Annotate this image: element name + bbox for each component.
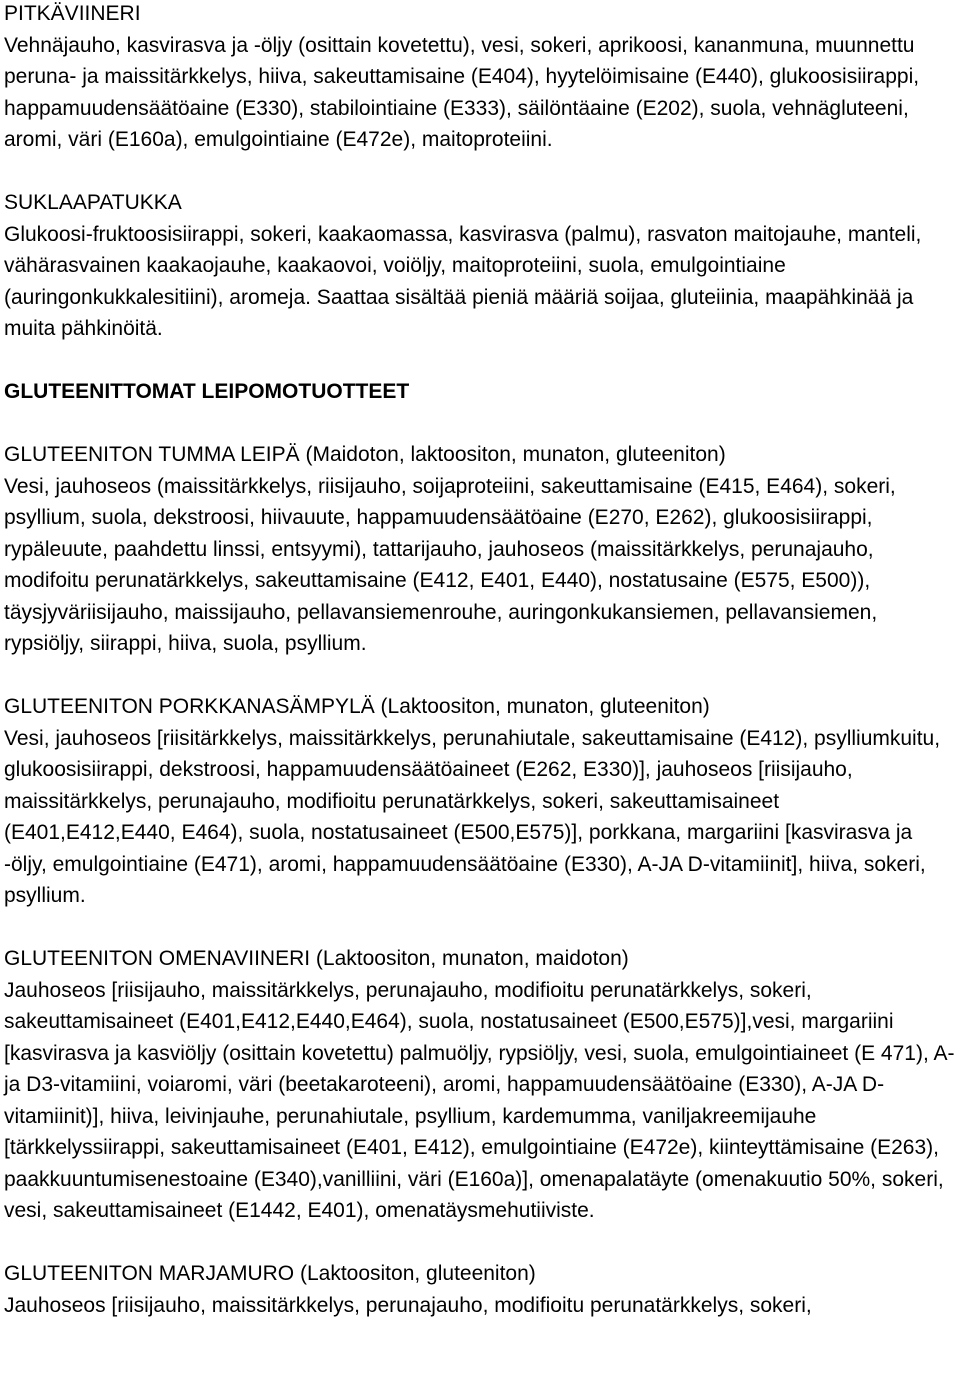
ingredient-list: Jauhoseos [riisijauho, maissitärkkelys, perunajauho, modifioitu perunatärkkelys, sokeri, sakeuttamisaineet (E401,E412,E440,E464), suola, nostatusaineet (E500,E575)],vesi, margariini [kasvirasva ja kasviöljy (osittain kovetettu) palmuöljy, rypsiöljy, vesi, suola, emulgointiaineet (E 471), A- ja D3-vitamiini, voiaromi, väri (beetakaroteeni), aromi, happamuudensäätöaine (E330), A-JA D-vitamiinit)], hiiva, leivinjauhe, perunahiutale, psyllium, kardemumma, vaniljakreemijauhe [tärkkelyssiirappi, sakeuttamisaineet (E401, E412), emulgointiaine (E472e), kiinteyttämisaine (E263), paakkuuntumisenestoaine (E340),vanilliini, väri (E160a)], omenapalatäyte (omenakuutio 50%, sokeri, vesi, sakeuttamisaineet (E1442, E401), omenatäysmehutiiviste.	[4, 978, 955, 1222]
paragraph-spacer	[4, 408, 956, 440]
product-heading: GLUTEENITON TUMMA LEIPÄ (Maidoton, laktoositon, munaton, gluteeniton)	[4, 443, 726, 466]
paragraph-spacer	[4, 345, 956, 377]
product-heading: PITKÄVIINERI	[4, 2, 141, 25]
paragraph-spacer	[4, 1227, 956, 1259]
ingredient-list: Vesi, jauhoseos (maissitärkkelys, riisijauho, soijaproteiini, sakeuttamisaine (E415, E464), sokeri, psyllium, suola, dekstroosi, hiivauute, happamuudensäätöaine (E270, E262), glukoosisiirappi, rypäleuute, paahdettu linssi, entsyymi), tattarijauho, jauhoseos (maissitärkkelys, perunajauho, modifoitu perunatärkkelys, sakeuttamisaine (E412, E401, E440), nostatusaine (E575, E500)), täysjyväriisijauho, maissijauho, pellavansiemenrouhe, auringonkukansiemen, pellavansiemen, rypsiöljy, siirappi, hiiva, suola, psyllium.	[4, 474, 896, 655]
ingredient-list: Jauhoseos [riisijauho, maissitärkkelys, perunajauho, modifioitu perunatärkkelys, sokeri,	[4, 1293, 812, 1317]
product-section-suklaapatukka	[4, 187, 956, 345]
product-section-porkkanasampyla	[4, 691, 956, 912]
ingredient-list: Vesi, jauhoseos [riisitärkkelys, maissitärkkelys, perunahiutale, sakeuttamisaine (E412), psylliumkuitu, glukoosisiirappi, dekstroosi, happamuudensäätöaineet (E262, E330)], jauhoseos [riisijauho, maissitärkkelys, perunajauho, modifioitu perunatärkkelys, sokeri, sakeuttamisaineet (E401,E412,E440, E464), suola, nostatusaineet (E500,E575)], porkkana, margariini [kasvirasva ja -öljy, emulgointiaine (E471), aromi, happamuudensäätöaine (E330), A-JA D-vitamiinit], hiiva, sokeri, psyllium.	[4, 726, 941, 907]
paragraph-spacer	[4, 912, 956, 944]
product-heading: GLUTEENITON MARJAMURO (Laktoositon, gluteeniton)	[4, 1262, 536, 1285]
paragraph-spacer	[4, 156, 956, 188]
ingredient-list: Glukoosi-fruktoosisiirappi, sokeri, kaakaomassa, kasvirasva (palmu), rasvaton maitojauhe, manteli, vähärasvainen kaakaojauhe, kaakaovoi, voiöljy, maitoproteiini, suola, emulgointiaine (auringonkukkalesitiini), aromeja. Saattaa sisältää pieniä määriä soijaa, gluteiinia, maapähkinää ja muita pähkinöitä.	[4, 222, 922, 340]
product-section-omenaviineri	[4, 943, 956, 1227]
product-heading: GLUTEENITON PORKKANASÄMPYLÄ (Laktoositon, munaton, gluteeniton)	[4, 695, 710, 718]
product-heading: SUKLAAPATUKKA	[4, 191, 182, 214]
product-section-tumma-leipa	[4, 439, 956, 660]
category-title: GLUTEENITTOMAT LEIPOMOTUOTTEET	[4, 380, 410, 403]
product-heading: GLUTEENITON OMENAVIINERI (Laktoositon, munaton, maidoton)	[4, 947, 629, 970]
paragraph-spacer	[4, 660, 956, 692]
product-section-marjamuro	[4, 1258, 956, 1321]
product-section-pitkaviineri	[4, 0, 956, 156]
ingredient-list: Vehnäjauho, kasvirasva ja -öljy (osittain kovetettu), vesi, sokeri, aprikoosi, kananmuna, muunnettu peruna- ja maissitärkkelys, hiiva, sakeuttamisaine (E404), hyytelöimisaine (E440), glukoosisiirappi, happamuudensäätöaine (E330), stabilointiaine (E333), säilöntäaine (E202), suola, vehnägluteeni, aromi, väri (E160a), emulgointiaine (E472e), maitoproteiini.	[4, 33, 920, 151]
ingredient-document	[4, 0, 956, 1321]
